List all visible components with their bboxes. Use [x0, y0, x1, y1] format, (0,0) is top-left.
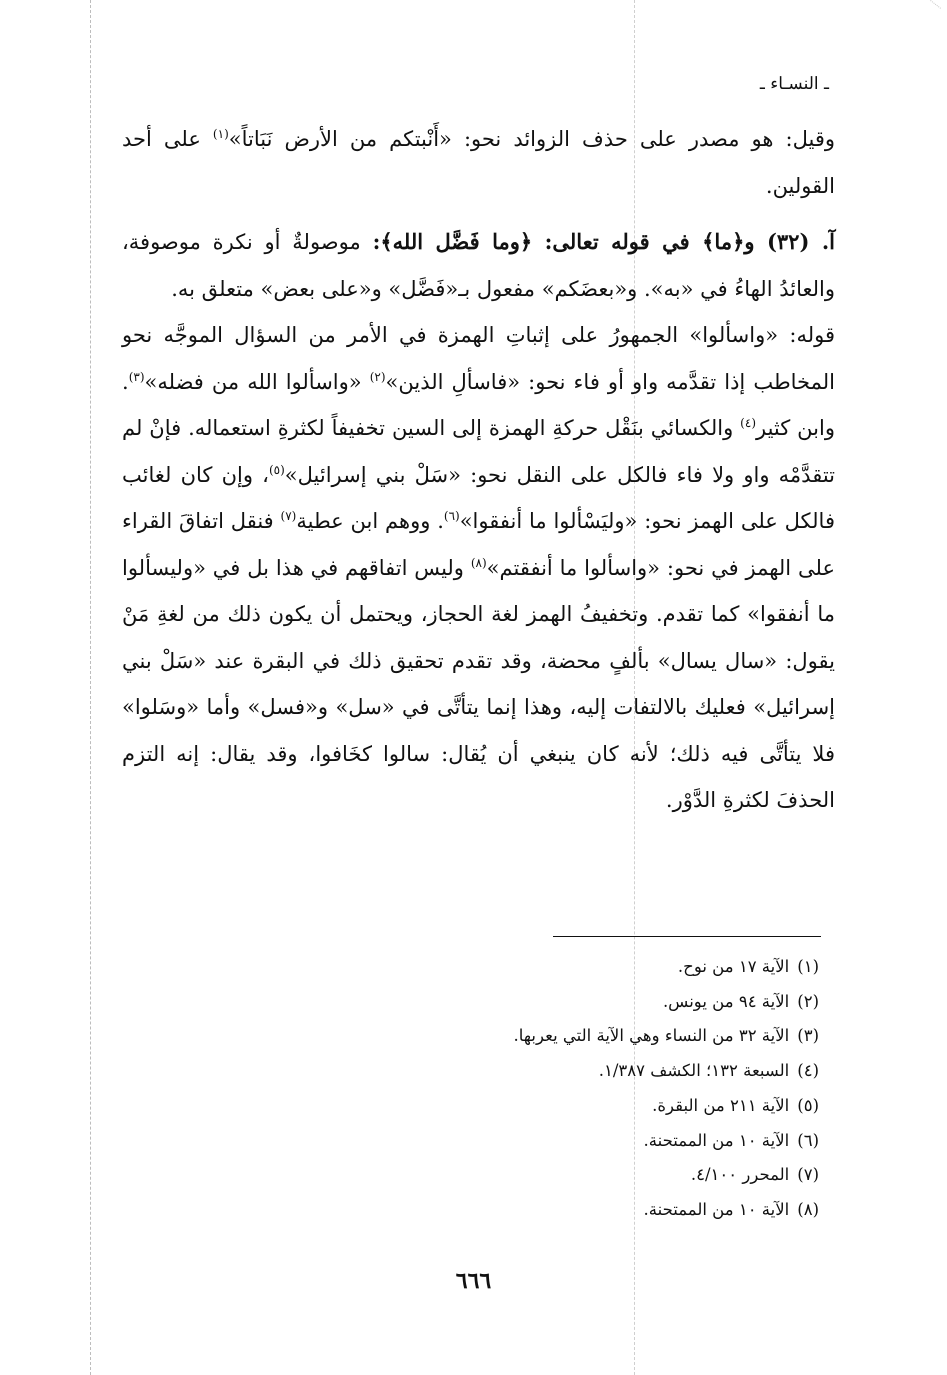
footnote-number: (٧)	[797, 1165, 819, 1185]
footnote-number: (٨)	[797, 1199, 819, 1219]
footnote-ref: (٧)	[280, 509, 297, 523]
footnote-text: الآية ١٧ من نوح.	[677, 957, 790, 976]
scan-fold-line	[90, 0, 91, 1375]
text-span: على أحد القولين.	[122, 127, 835, 198]
footnote-number: (٦)	[797, 1130, 819, 1150]
footnotes	[259, 950, 819, 1228]
footnote-item	[259, 1158, 819, 1193]
footnote-ref: (٤)	[740, 416, 756, 430]
footnote-text: الآية ١٠ من الممتحنة.	[643, 1199, 790, 1219]
footnote-ref: (١)	[212, 127, 229, 141]
body-text	[122, 116, 835, 824]
footnote-ref: (٨)	[470, 555, 487, 570]
text-span: ، وإن كان لغائب فالكل على الهمز نحو: «وليَسْألوا ما أنفقوا»	[122, 462, 835, 533]
text-span: . وابن كثير	[122, 369, 835, 440]
paragraph-1	[122, 116, 835, 209]
footnote-item	[259, 1089, 819, 1124]
footnote-text: الآية ٣٢ من النساء وهي الآية التي يعربها.	[513, 1026, 790, 1046]
footnote-ref: (٥)	[268, 462, 285, 477]
text-span: «واسألوا الله من فضله»	[144, 369, 370, 394]
footnote-ref: (٦)	[443, 509, 460, 523]
footnote-number: (٤)	[797, 1061, 819, 1081]
text-span: موصولةٌ أو نكرة موصوفة، والعائدُ الهاءُ في «به». و«بعضَكم» مفعول بـ«فَضَّل» و«على بعض» متعلق به.	[122, 230, 835, 301]
footnote-text: الآية ٢١١ من البقرة.	[652, 1095, 790, 1115]
footnote-item	[259, 1019, 819, 1054]
footnote-ref: (٣)	[128, 369, 145, 384]
footnote-item	[259, 950, 819, 985]
footnote-item	[259, 1193, 819, 1228]
page-number: ٦٦٦	[455, 1268, 492, 1294]
footnote-item	[259, 985, 819, 1020]
footnote-separator	[553, 936, 821, 937]
text-span: وقيل: هو مصدر على حذف الزوائد نحو: «أَنْبتكم من الأرض نَبَاتاً»	[228, 127, 835, 151]
paragraph-3	[122, 312, 835, 824]
footnote-text: الآية ١٠ من الممتحنة.	[643, 1130, 790, 1150]
footnote-item	[259, 1124, 819, 1159]
footnote-number: (١)	[797, 957, 819, 976]
entry-heading: آ. (٣٢) و﴿ما﴾ في قوله تعالى: ﴿وما فَضَّل الله﴾:	[372, 229, 835, 254]
footnote-text: المحرر ٤/١٠٠.	[690, 1165, 790, 1185]
footnote-number: (٥)	[797, 1095, 819, 1115]
footnote-ref: (٢)	[369, 369, 386, 384]
text-span: والكسائي بنَقْل حركةِ الهمزة إلى السين تخفيفاً لكثرةِ استعماله. فإنْ لم تتقدَّمْه واو ولا فاء فالكل على النقل نحو: «سَلْ بني إسرائيل»	[122, 416, 835, 487]
footnote-number: (٣)	[797, 1026, 819, 1046]
text-span: . ووهم ابن عطية	[296, 509, 444, 533]
footnote-item	[259, 1054, 819, 1089]
footnote-text: السبعة ١٣٢؛ الكشف ١/٣٨٧.	[598, 1061, 790, 1081]
running-header: ـ النسـاء ـ	[759, 74, 829, 94]
text-span: قوله: «واسألوا» الجمهورُ على إثباتِ الهمزة في الأمر من السؤال الموجَّه نحو المخاطب إذا تقدَّمه واو أو فاء نحو: «فاسألِ الذين»	[122, 323, 835, 394]
footnote-number: (٢)	[797, 991, 819, 1011]
text-span: وليس اتفاقهم في هذا بل في «وليسألوا ما أنفقوا» كما تقدم. وتخفيفُ الهمز لغة الحجاز، ويحتمل أن يكون ذلك من لغةِ مَنْ يقول: «سال يسال» بألفٍ محضة، وقد تقدم تحقيق ذلك في البقرة عند «سَلْ بني إسرائيل» فعليك بالالتفات إليه، وهذا إنما يتأتَّى في «سل» و«فسل» وأما «وسَلوا» فلا يتأتَّى فيه ذلك؛ لأنه كان ينبغي أن يُقال: سالوا كخَافوا، وقد يقال: إنه التزم الحذفَ لكثرةِ الدَّوْر.	[122, 555, 835, 812]
footnote-text: الآية ٩٤ من يونس.	[662, 991, 790, 1011]
text-span: فنقل اتفاقَ القراء على الهمز في نحو: «واسألوا ما أنفقتم»	[122, 509, 835, 580]
paragraph-2	[122, 219, 835, 312]
scan-corner-mark	[848, 0, 941, 56]
